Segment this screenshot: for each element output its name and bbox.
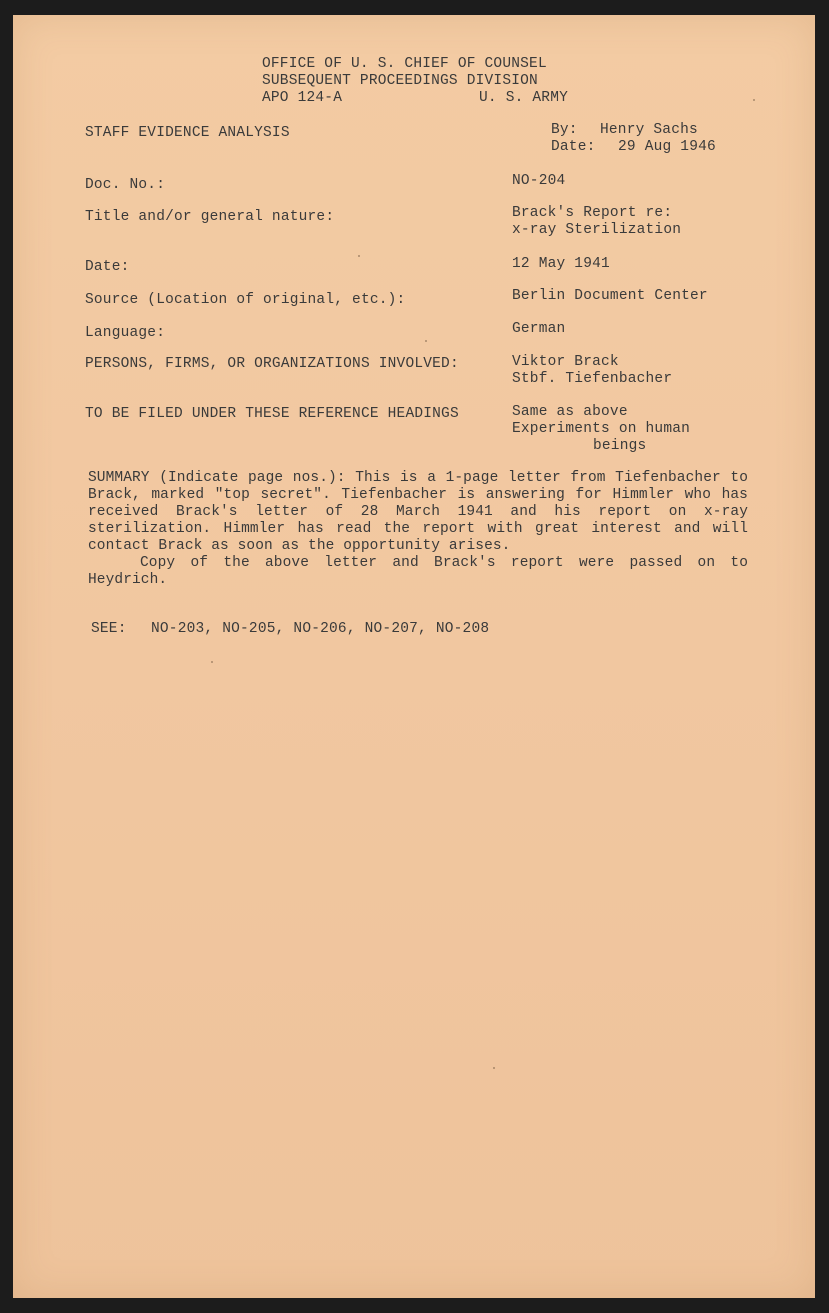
header-office-line: OFFICE OF U. S. CHIEF OF COUNSEL (262, 56, 547, 72)
persons-value-2: Stbf. Tiefenbacher (512, 371, 673, 387)
filed-value-3: beings (593, 438, 647, 454)
document-page (13, 15, 815, 1298)
by-value: Henry Sachs (600, 122, 698, 138)
filed-value-2: Experiments on human (512, 421, 691, 437)
paper-speck (493, 1067, 495, 1069)
paper-speck (753, 99, 755, 101)
header-division-line: SUBSEQUENT PROCEEDINGS DIVISION (262, 73, 538, 89)
doc-date-value: 12 May 1941 (512, 256, 610, 272)
persons-label: PERSONS, FIRMS, OR ORGANIZATIONS INVOLVED: (85, 356, 459, 372)
by-label: By: (551, 122, 578, 138)
title-value-1: Brack's Report re: (512, 205, 673, 221)
analysis-date-label: Date: (551, 139, 596, 155)
paper-speck (425, 340, 427, 342)
title-label: Title and/or general nature: (85, 209, 335, 225)
summary-paragraph: SUMMARY (Indicate page nos.): This is a 1-page letter from Tiefenbacher to Brack, marked "top secret". Tiefenbacher is answering for Himmler who has received Brack's letter of 28 March 1941 and his report on x-ray sterilization. Himmler has read the report with great interest and will contact Brack as soon as the opportunity arises. (88, 470, 748, 554)
paper-speck (358, 255, 360, 257)
summary-paragraph-2: Copy of the above letter and Brack's report were passed on to Heydrich. (88, 555, 748, 588)
source-value: Berlin Document Center (512, 288, 708, 304)
summary-section (88, 470, 748, 589)
title-value-2: x-ray Sterilization (512, 222, 682, 238)
language-label: Language: (85, 325, 166, 341)
see-label: SEE: (91, 621, 127, 637)
see-references: NO-203, NO-205, NO-206, NO-207, NO-208 (151, 621, 490, 637)
persons-value-1: Viktor Brack (512, 354, 619, 370)
header-apo: APO 124-A (262, 90, 343, 106)
analysis-date-value: 29 Aug 1946 (618, 139, 716, 155)
filed-under-label: TO BE FILED UNDER THESE REFERENCE HEADINGS (85, 406, 459, 422)
source-label: Source (Location of original, etc.): (85, 292, 406, 308)
header-army: U. S. ARMY (479, 90, 569, 106)
analysis-title: STAFF EVIDENCE ANALYSIS (85, 125, 290, 141)
doc-no-label: Doc. No.: (85, 177, 166, 193)
doc-date-label: Date: (85, 259, 130, 275)
filed-value-1: Same as above (512, 404, 628, 420)
doc-no-value: NO-204 (512, 173, 566, 189)
language-value: German (512, 321, 566, 337)
paper-speck (211, 661, 213, 663)
